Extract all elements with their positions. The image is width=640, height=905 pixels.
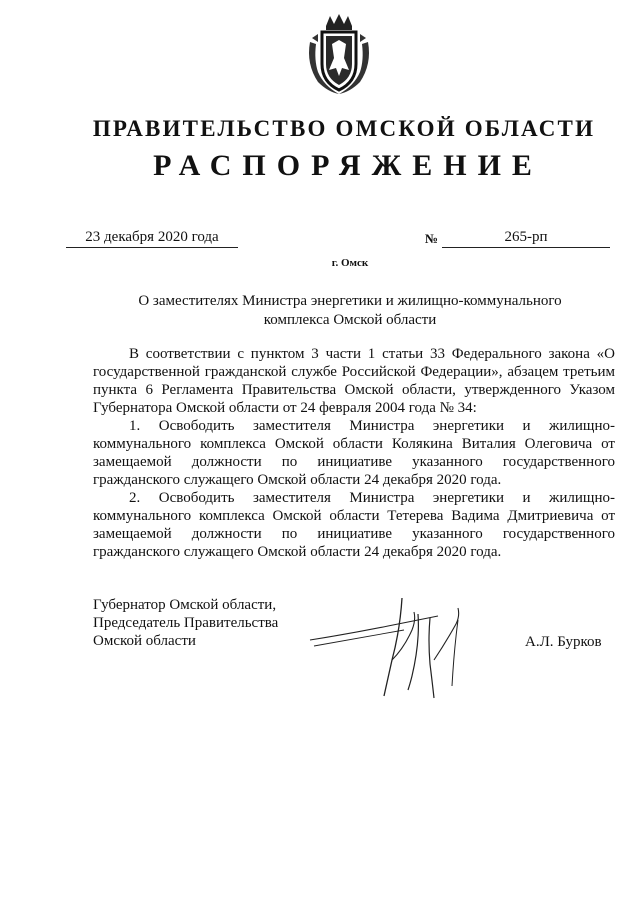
signer-position [93,596,313,650]
document-date: 23 декабря 2020 года [66,228,238,248]
coat-of-arms-icon [296,12,382,98]
body-intro-paragraph: В соответствии с пунктом 3 части 1 статьи 33 Федерального закона «О государственной гражданской службе Российской Федерации», абзацем третьим пункта 6 Регламента Правительства Омской области, утвержденного Указом Губернатора Омской области от 24 февраля 2004 года № 34: [93,346,615,416]
subject-line-1: О заместителях Министра энергетики и жилищно-коммунального [138,293,562,309]
subject-line-2: комплекса Омской области [263,312,437,328]
organization-title: ПРАВИТЕЛЬСТВО ОМСКОЙ ОБЛАСТИ [92,116,596,141]
signer-position-line-1: Губернатор Омской области, [93,597,277,613]
signer-position-line-2: Председатель Правительства [93,615,279,631]
document-subject [110,292,590,330]
body-item-2: 2. Освободить заместителя Министра энергетики и жилищно-коммунального комплекса Омской области Тетерева Вадима Дмитриевича от замещаемой должности по инициативе указанного государственного гражданского служащего Омской области 24 декабря 2020 года. [93,490,615,560]
handwritten-signature [308,590,494,702]
document-number: 265-рп [442,228,610,248]
document-number-label: № [425,231,439,246]
document-type-title: РАСПОРЯЖЕНИЕ [153,149,543,182]
document-city: г. Омск [331,257,369,269]
signer-name: А.Л. Бурков [525,634,602,650]
signer-position-line-3: Омской области [93,633,196,649]
document-body [93,345,615,561]
body-item-1: 1. Освободить заместителя Министра энергетики и жилищно-коммунального комплекса Омской области Колякина Виталия Олеговича от замещаемой должности по инициативе указанного государственного гражданского служащего Омской области 24 декабря 2020 года. [93,418,615,488]
